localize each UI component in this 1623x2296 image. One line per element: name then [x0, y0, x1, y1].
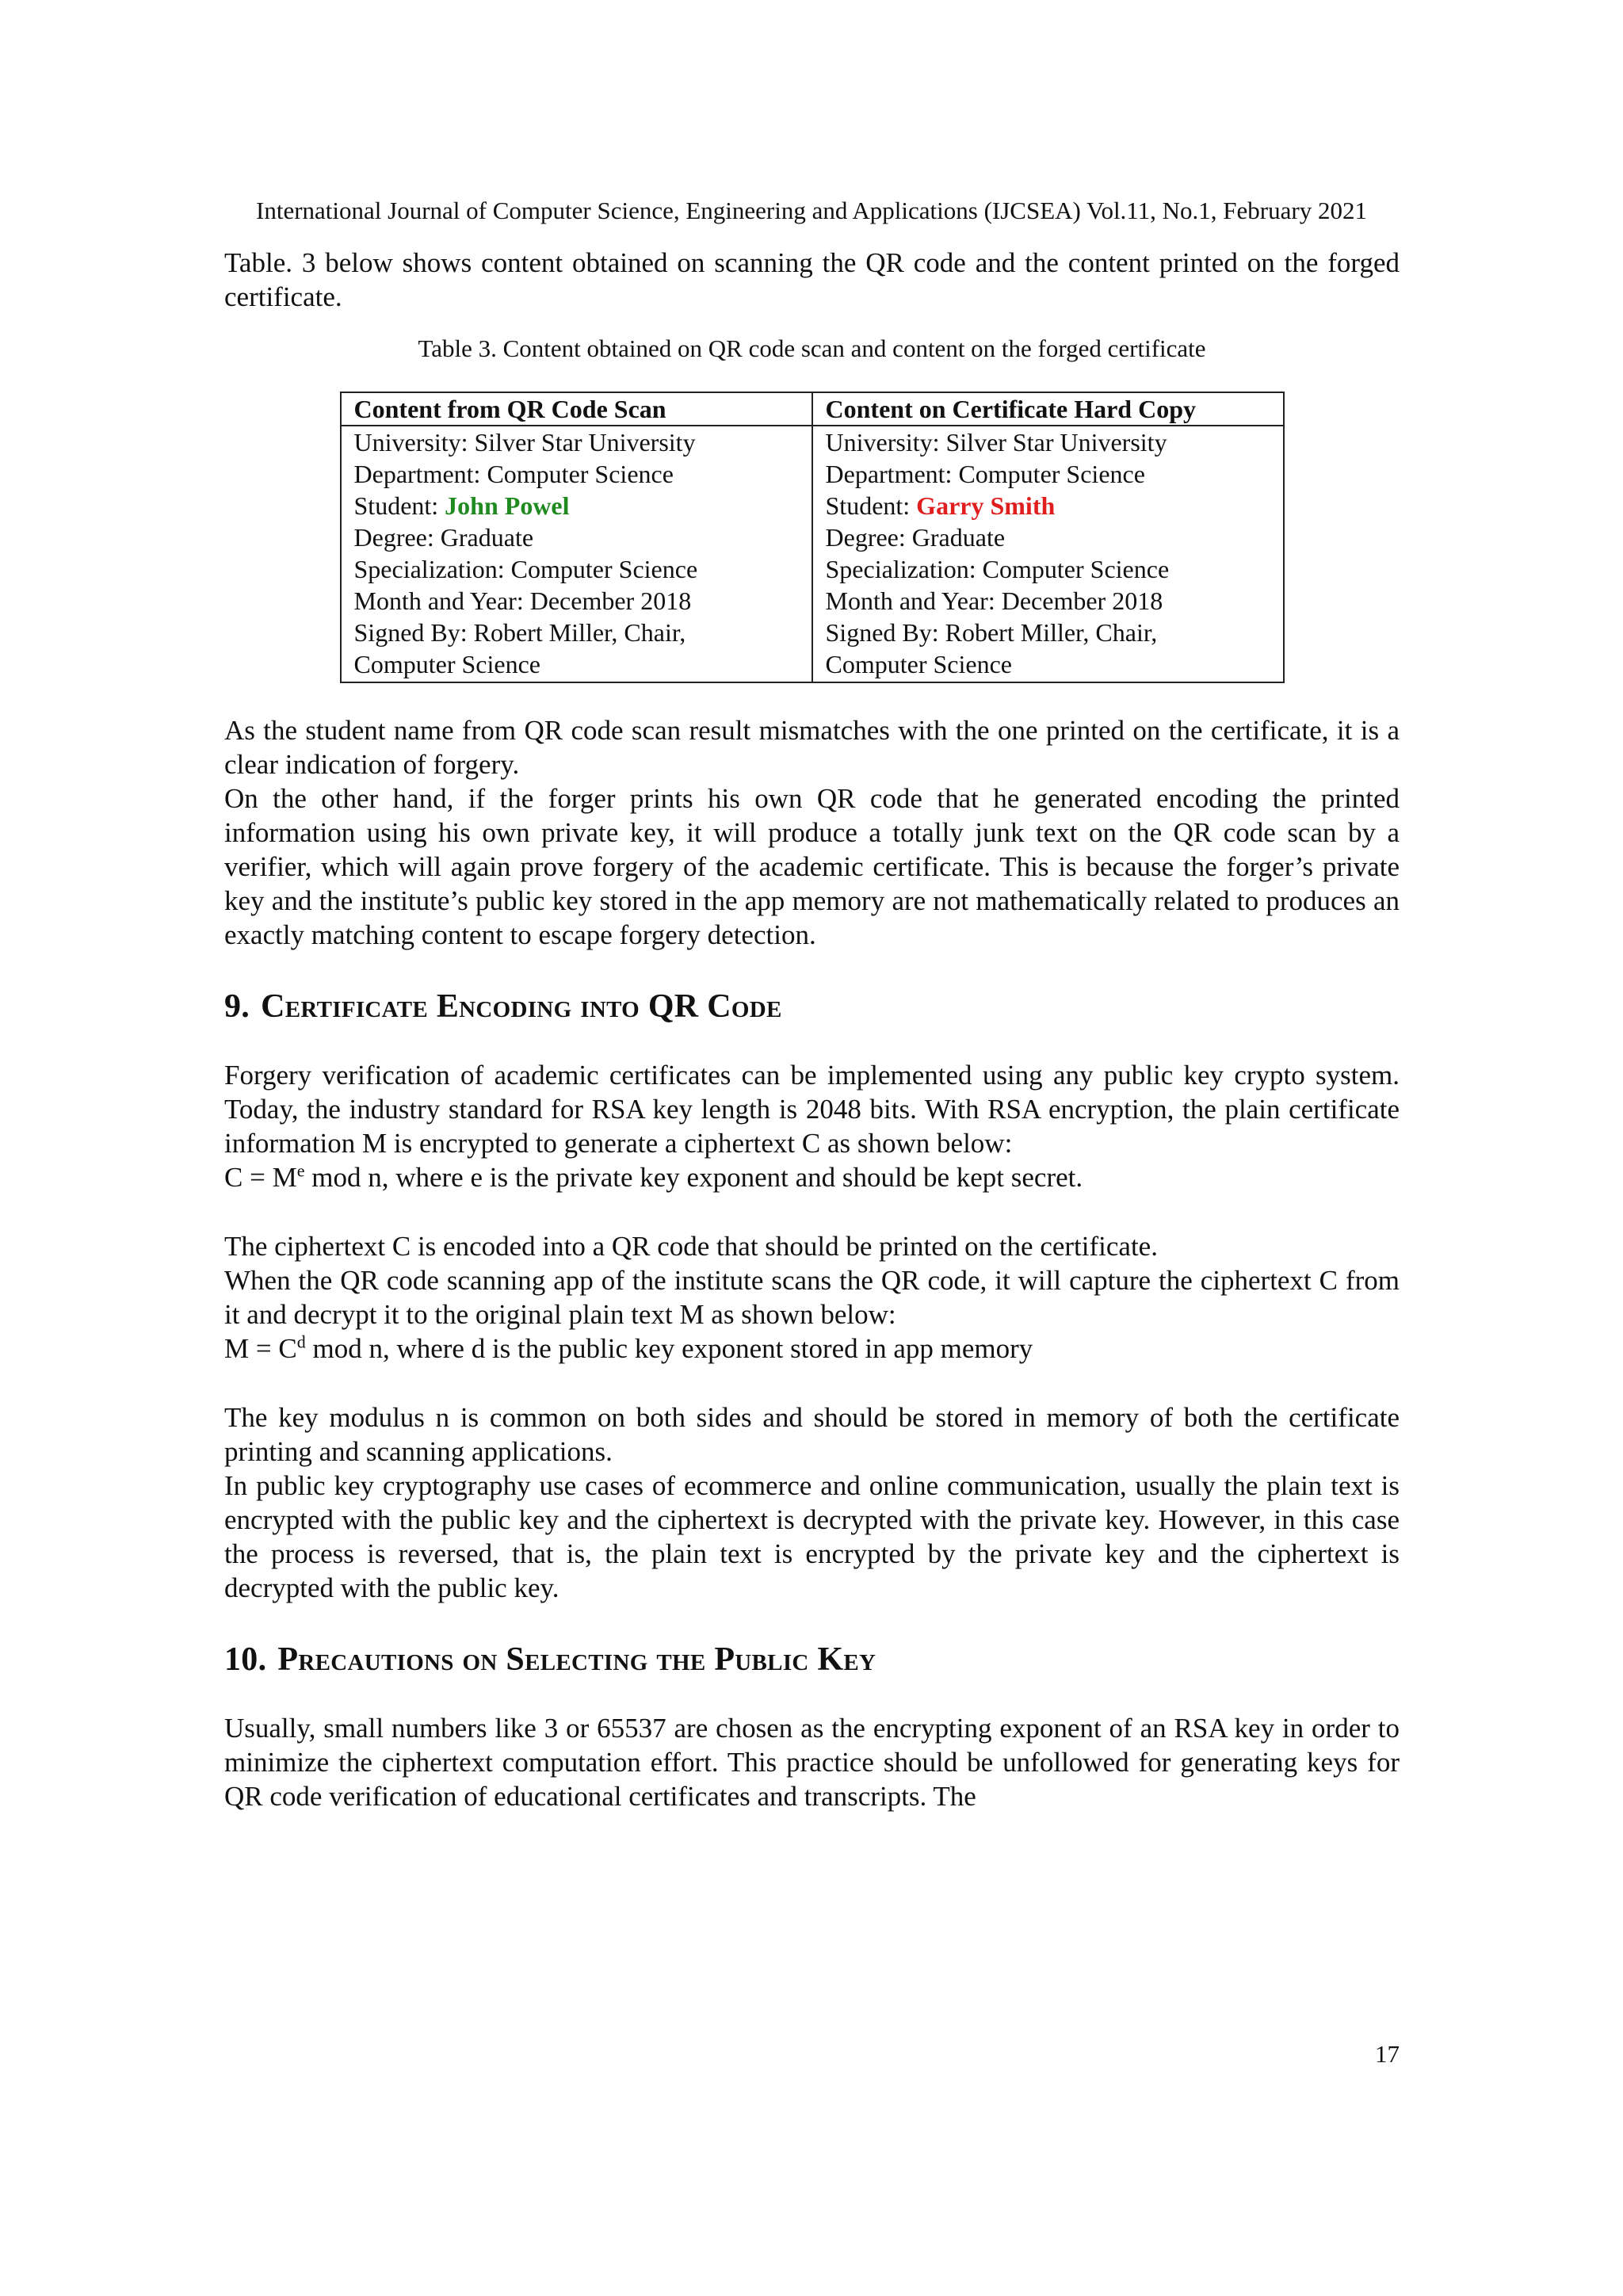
formula-lhs: C = M	[224, 1162, 297, 1193]
student-line	[354, 490, 812, 521]
university-line: University: Silver Star University	[825, 428, 1167, 457]
section-title: Certificate Encoding into QR Code	[261, 988, 782, 1025]
student-label: Student:	[353, 491, 445, 520]
qr-scan-content	[341, 426, 812, 682]
table-row	[341, 426, 1284, 682]
section-number: 10.	[224, 1641, 267, 1678]
formula-exponent: d	[296, 1331, 306, 1352]
signed-by-dept-line: Computer Science	[353, 650, 540, 678]
formula-rhs: mod n, where e is the private key exponent and should be kept secret.	[304, 1162, 1083, 1193]
department-line: Department: Computer Science	[353, 460, 674, 488]
signed-by-line: Signed By: Robert Miller, Chair,	[825, 618, 1158, 647]
formula-lhs: M = C	[224, 1333, 297, 1364]
section-9-paragraph: Forgery verification of academic certificates can be implemented using any public key crypto system. Today, the industry standard for RSA key length is 2048 bits. With RSA encryption, the plain certificate information M is encrypted to generate a ciphertext C as shown below:	[224, 1060, 1400, 1159]
month-year-line: Month and Year: December 2018	[825, 586, 1163, 615]
student-name-genuine: John Powel	[445, 491, 570, 520]
section-10-heading	[224, 1640, 1400, 1679]
month-year-line: Month and Year: December 2018	[353, 586, 692, 615]
table-header-row	[341, 392, 1284, 426]
section-9-paragraph: The ciphertext C is encoded into a QR code that should be printed on the certificate.	[224, 1231, 1158, 1262]
degree-line: Degree: Graduate	[825, 523, 1006, 552]
university-line: University: Silver Star University	[353, 428, 696, 457]
intro-paragraph: Table. 3 below shows content obtained on scanning the QR code and the content printed on the forged certificate.	[224, 247, 1400, 312]
signed-by-line: Signed By: Robert Miller, Chair,	[353, 618, 686, 647]
journal-header: International Journal of Computer Science, Engineering and Applications (IJCSEA) Vol.11, No.1, February 2021	[256, 197, 1367, 224]
forger-paragraph: On the other hand, if the forger prints his own QR code that he generated encoding the printed information using his own private key, it will produce a totally junk text on the QR code scan by a verifier, which will again prove forgery of the academic certificate. This is because the forger’s private key and the institute’s public key stored in the app memory are not mathematically related to produces an exactly matching content to escape forgery detection.	[224, 783, 1400, 950]
decryption-formula	[224, 1331, 1400, 1366]
page-number: 17	[1375, 2040, 1400, 2068]
encryption-formula	[224, 1160, 1400, 1194]
degree-line: Degree: Graduate	[353, 523, 534, 552]
student-line	[826, 490, 1283, 521]
specialization-line: Specialization: Computer Science	[825, 555, 1170, 583]
section-9-paragraph: When the QR code scanning app of the institute scans the QR code, it will capture the ciphertext C from it and decrypt it to the original plain text M as shown below:	[224, 1265, 1400, 1330]
section-9-paragraph: In public key cryptography use cases of ecommerce and online communication, usually the plain text is encrypted with the public key and the ciphertext is decrypted with the private key. However, in this case the process is reversed, that is, the plain text is encrypted by the private key and the ciphertext is decrypted with the public key.	[224, 1470, 1400, 1603]
section-title: Precautions on Selecting the Public Key	[277, 1641, 876, 1678]
specialization-line: Specialization: Computer Science	[353, 555, 698, 583]
section-number: 9.	[224, 988, 250, 1025]
header-qr-scan: Content from QR Code Scan	[341, 392, 812, 426]
student-label: Student:	[825, 491, 917, 520]
table-caption: Table 3. Content obtained on QR code scan and content on the forged certificate	[418, 334, 1206, 362]
mismatch-paragraph: As the student name from QR code scan result mismatches with the one printed on the certificate, it is a clear indication of forgery.	[224, 715, 1400, 780]
signed-by-dept-line: Computer Science	[825, 650, 1012, 678]
page-content	[224, 246, 1400, 1813]
comparison-table	[340, 392, 1285, 683]
formula-exponent: e	[296, 1160, 305, 1181]
section-9-heading	[224, 987, 1400, 1026]
student-name-forged: Garry Smith	[916, 491, 1056, 520]
header-hard-copy: Content on Certificate Hard Copy	[812, 392, 1284, 426]
department-line: Department: Computer Science	[825, 460, 1145, 488]
formula-rhs: mod n, where d is the public key exponent stored in app memory	[305, 1333, 1033, 1364]
section-10-paragraph: Usually, small numbers like 3 or 65537 are chosen as the encrypting exponent of an RSA key in order to minimize the ciphertext computation effort. This practice should be unfollowed for generating keys for QR code verification of educational certificates and transcripts. The	[224, 1713, 1400, 1812]
section-9-paragraph: The key modulus n is common on both sides and should be stored in memory of both the certificate printing and scanning applications.	[224, 1402, 1400, 1467]
hard-copy-content	[812, 426, 1284, 682]
